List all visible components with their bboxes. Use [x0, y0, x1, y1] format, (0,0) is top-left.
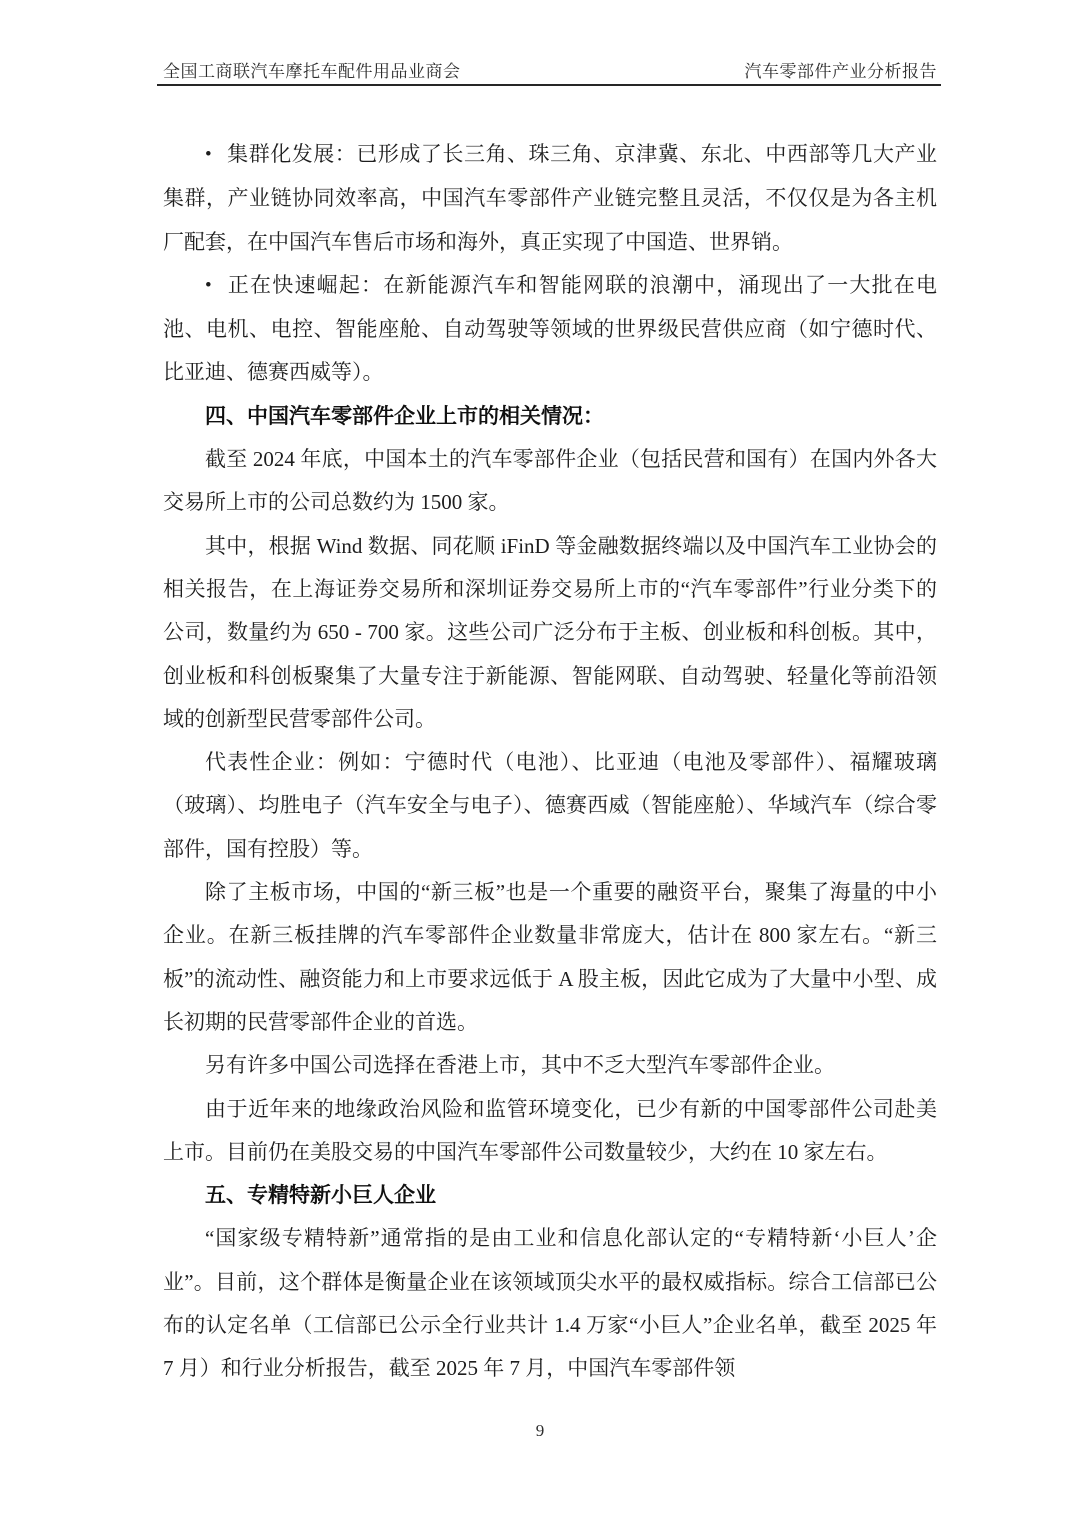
- bullet-text: 集群化发展：已形成了长三角、珠三角、京津冀、东北、中西部等几大产业集群，产业链协同效率高，中国汽车零部件产业链完整且灵活，不仅仅是为各主机厂配套，在中国汽车售后市场和海外，真正实现了中国造、世界销。: [163, 142, 937, 254]
- paragraph: 另有许多中国公司选择在香港上市，其中不乏大型汽车零部件企业。: [205, 1053, 835, 1078]
- paragraph: 截至 2024 年底，中国本土的汽车零部件企业（包括民营和国有）在国内外各大交易所上市的公司总数约为 1500 家。: [163, 447, 937, 515]
- bullet-item: [163, 133, 937, 264]
- header-right-title: 汽车零部件产业分析报告: [744, 62, 937, 81]
- bullet-icon: •: [205, 274, 212, 296]
- paragraph: 除了主板市场，中国的“新三板”也是一个重要的融资平台，聚集了海量的中小企业。在新三板挂牌的汽车零部件企业数量非常庞大，估计在 800 家左右。“新三板”的流动性、融资能力和上市要求远低于 A 股主板，因此它成为了大量中小型、成长初期的民营零部件企业的首选。: [163, 880, 937, 1034]
- paragraph: 代表性企业：例如：宁德时代（电池）、比亚迪（电池及零部件）、福耀玻璃（玻璃）、均胜电子（汽车安全与电子）、德赛西威（智能座舱）、华域汽车（综合零部件，国有控股）等。: [163, 750, 937, 861]
- page-header: [163, 57, 937, 82]
- section-heading-4: 四、中国汽车零部件企业上市的相关情况：: [205, 403, 604, 428]
- paragraph: 由于近年来的地缘政治风险和监管环境变化，已少有新的中国零部件公司赴美上市。目前仍在美股交易的中国汽车零部件公司数量较少，大约在 10 家左右。: [163, 1096, 937, 1164]
- bullet-item: [163, 264, 937, 395]
- header-left-title: 全国工商联汽车摩托车配件用品业商会: [163, 62, 461, 81]
- section-heading-5: 五、专精特新小巨人企业: [205, 1183, 436, 1208]
- header-divider: [157, 84, 941, 86]
- bullet-icon: •: [205, 144, 212, 165]
- paragraph: “国家级专精特新”通常指的是由工业和信息化部认定的“专精特新‘小巨人’企业”。目前，这个群体是衡量企业在该领域顶尖水平的最权威指标。综合工信部已公布的认定名单（工信部已公示全行业共计 1.4 万家“小巨人”企业名单，截至 2025 年 7 月）和行业分析报告，截至 2025 年 7 月，中国汽车零部件领: [163, 1226, 937, 1381]
- paragraph: 其中，根据 Wind 数据、同花顺 iFinD 等金融数据终端以及中国汽车工业协会的相关报告，在上海证券交易所和深圳证券交易所上市的“汽车零部件”行业分类下的公司，数量约为 650 - 700 家。这些公司广泛分布于主板、创业板和科创板。其中，创业板和科创板聚集了大量专注于新能源、智能网联、自动驾驶、轻量化等前沿领域的创新型民营零部件公司。: [163, 533, 937, 731]
- page-footer: [0, 1421, 1080, 1441]
- page-number: 9: [535, 1421, 545, 1440]
- bullet-text: 正在快速崛起：在新能源汽车和智能网联的浪潮中，涌现出了一大批在电池、电机、电控、智能座舱、自动驾驶等领域的世界级民营供应商（如宁德时代、比亚迪、德赛西威等）。: [163, 272, 937, 385]
- document-body: [163, 133, 937, 1391]
